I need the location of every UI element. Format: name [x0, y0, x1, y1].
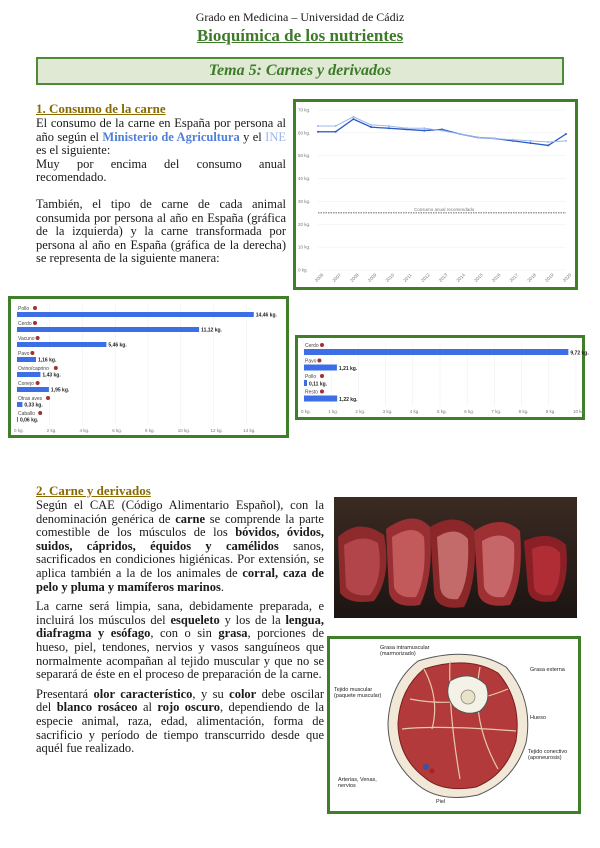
- x-tick-label: 0 kg.: [14, 428, 24, 433]
- label-grasa-externa: Grasa externa: [530, 667, 565, 673]
- animal-icon: [320, 374, 324, 378]
- animal-icon: [46, 396, 50, 400]
- data-point: [388, 127, 390, 129]
- p1-run: sanos, sacrificados en condiciones higiénicas. Por extensión, se aplica también a la de los animales de: [36, 538, 324, 580]
- data-point: [547, 141, 549, 143]
- animal-icon: [38, 411, 42, 415]
- category-label: Vacuno: [18, 336, 35, 342]
- x-tick-label: 2 kg.: [355, 409, 366, 414]
- data-point: [317, 131, 319, 133]
- x-tick-label: 2016: [490, 272, 502, 283]
- data-point: [352, 118, 354, 120]
- p2-run: esqueleto: [170, 612, 220, 627]
- x-tick-label: 2011: [402, 272, 413, 283]
- label-arterias: Arterias, Venas, nervios: [338, 777, 377, 789]
- series-line: [318, 119, 566, 145]
- p2-run: La carne será limpia, sana, debidamente preparada, e incluirá los músculos del: [36, 599, 324, 627]
- category-label: Pollo: [305, 374, 317, 380]
- animal-icon: [36, 336, 40, 340]
- x-tick-label: 6 kg.: [464, 409, 474, 414]
- bar: [17, 327, 199, 332]
- animal-icon: [33, 306, 37, 310]
- p2-run: , con o sin: [150, 626, 219, 641]
- p3-run: Presentará: [36, 686, 94, 701]
- category-label: Pavo: [18, 351, 30, 357]
- data-point: [423, 127, 425, 129]
- category-label: Conejo: [18, 381, 34, 387]
- data-point: [370, 124, 372, 126]
- x-tick-label: 2010: [384, 272, 396, 283]
- x-tick-label: 2019: [544, 272, 555, 283]
- data-point: [317, 125, 319, 127]
- data-point: [441, 130, 443, 132]
- x-tick-label: 2013: [437, 272, 449, 283]
- x-tick-label: 2007: [331, 272, 343, 283]
- y-tick-label: 50 kg.: [298, 153, 311, 159]
- category-label: Otras aves: [18, 396, 43, 402]
- label-piel: Piel: [436, 799, 446, 805]
- x-tick-label: 14 kg.: [243, 428, 256, 433]
- section2-paragraph2: [36, 600, 324, 682]
- y-tick-label: 0 kg.: [298, 267, 308, 273]
- x-tick-label: 2017: [508, 272, 520, 283]
- x-tick-label: 12 kg.: [210, 428, 223, 433]
- x-tick-label: 10 kg.: [177, 428, 191, 433]
- data-point: [423, 130, 425, 132]
- animal-icon: [320, 390, 324, 394]
- label-grasa-intramuscular: Grasa intramuscular (marmorizado): [380, 645, 430, 657]
- bar: [17, 387, 49, 392]
- value-label: 1,22 kg.: [339, 397, 358, 403]
- value-label: 0,06 kg.: [19, 417, 39, 424]
- x-tick-label: 2012: [420, 272, 431, 283]
- x-tick-label: 3 kg.: [382, 409, 393, 414]
- animal-icon: [36, 381, 40, 385]
- x-tick-label: 2014: [455, 272, 467, 283]
- x-tick-label: 4 kg.: [79, 428, 90, 433]
- topic-banner: Tema 5: Carnes y derivados: [36, 57, 564, 85]
- value-label: 1,43 kg.: [42, 372, 61, 379]
- section1-paragraph1: [36, 117, 286, 158]
- p3-run: color: [229, 686, 257, 701]
- x-tick-label: 6 kg.: [112, 428, 123, 433]
- label-tejido-conectivo: Tejido conectivo (aponeurosis): [528, 749, 568, 761]
- animal-icon: [320, 343, 324, 347]
- bar: [17, 357, 36, 362]
- bar-chart-left-frame: [8, 296, 289, 438]
- x-tick-label: 2020: [561, 272, 573, 283]
- value-label: 1,95 kg.: [50, 387, 70, 394]
- category-label: Cerdo: [305, 343, 319, 349]
- data-point: [547, 144, 549, 146]
- y-tick-label: 20 kg.: [298, 221, 311, 227]
- data-point: [494, 138, 496, 140]
- section1-paragraph2: Muy por encima del consumo anual recomendado.: [36, 156, 286, 185]
- muscle-anatomy-frame: [327, 636, 581, 814]
- bar: [304, 380, 307, 386]
- bar: [17, 312, 254, 317]
- p1-run: bóvidos, óvidos, suidos, cápridos, équidos y camélidos: [36, 525, 324, 553]
- value-label: 0,11 kg.: [308, 381, 328, 388]
- p3-run: rojo oscuro: [157, 700, 220, 715]
- category-label: Ovino/caprino: [18, 366, 49, 372]
- p1-text-b: y el: [239, 129, 266, 144]
- label-hueso: Hueso: [530, 715, 546, 721]
- x-tick-label: 2008: [349, 272, 360, 283]
- p1-run: corral, caza de pelo y pluma y mamíferos marinos: [36, 565, 324, 594]
- p1-text-c: es el siguiente:: [36, 143, 111, 158]
- data-point: [406, 127, 408, 129]
- animal-icon: [30, 351, 34, 355]
- section1-heading: 1. Consumo de la carne: [36, 101, 166, 116]
- data-point: [565, 140, 567, 142]
- value-label: 9,72 kg.: [570, 350, 589, 357]
- p3-run: , dependiendo de la especie animal, raza, edad, alimentación, forma de sacrificio y período de tiempo transcurrido desde que aquél fue realizado.: [36, 700, 325, 756]
- bar: [17, 342, 106, 347]
- animal-icon: [33, 321, 37, 325]
- course-line: Grado en Medicina – Universidad de Cádiz: [195, 10, 405, 24]
- y-tick-label: 60 kg.: [298, 130, 311, 136]
- value-label: 5,46 kg.: [108, 342, 127, 349]
- y-tick-label: 70 kg.: [298, 107, 311, 113]
- p1-text-a: El consumo de la carne en España por persona al año según el: [36, 116, 286, 144]
- y-tick-label: 40 kg.: [298, 176, 311, 182]
- y-tick-label: 30 kg.: [298, 198, 311, 204]
- data-point: [335, 131, 337, 133]
- category-label: Cerdo: [18, 321, 32, 327]
- p2-run: y los de la: [219, 612, 286, 627]
- x-tick-label: 2015: [473, 272, 484, 283]
- data-point: [388, 125, 390, 127]
- data-point: [335, 125, 337, 127]
- category-label: Caballo: [18, 411, 35, 417]
- x-tick-label: 7 kg.: [491, 409, 502, 414]
- bar: [17, 417, 18, 422]
- value-label: 11,12 kg.: [201, 327, 222, 334]
- x-tick-label: 2 kg.: [46, 428, 57, 433]
- bar-chart-processed-meat: [298, 338, 589, 417]
- value-label: 1,16 kg.: [37, 357, 57, 364]
- section1-text: [36, 101, 286, 266]
- data-point: [370, 126, 372, 128]
- p3-run: blanco rosáceo: [56, 700, 138, 715]
- section2-text: [36, 483, 324, 756]
- p2-run: grasa: [218, 626, 248, 641]
- animal-icon: [54, 366, 58, 370]
- p3-run: debe oscilar del: [36, 686, 324, 715]
- x-tick-label: 8 kg.: [518, 409, 529, 414]
- y-tick-label: 10 kg.: [298, 244, 311, 250]
- meat-cuts-photo: [334, 497, 577, 618]
- data-point: [530, 142, 532, 144]
- bar: [304, 349, 568, 355]
- value-label: 0,33 kg.: [24, 402, 43, 409]
- section2-paragraph3: [36, 688, 324, 756]
- x-tick-label: 1 kg.: [328, 409, 338, 414]
- data-point: [512, 139, 514, 141]
- meat-cuts-illustration: [334, 497, 577, 618]
- bar: [17, 402, 22, 407]
- document-title: Bioquímica de los nutrientes: [196, 26, 404, 45]
- x-tick-label: 2009: [366, 272, 378, 283]
- bar: [304, 396, 337, 402]
- x-tick-label: 0 kg.: [301, 409, 311, 414]
- x-tick-label: 10 kg.: [573, 409, 586, 414]
- label-tejido-muscular: Tejido muscular (paquete muscular): [334, 687, 382, 699]
- category-label: Pavo: [305, 358, 317, 365]
- p3-run: , y su: [192, 686, 230, 701]
- p3-run: olor característico: [93, 686, 193, 701]
- x-tick-label: 8 kg.: [145, 428, 155, 433]
- bar-chart-meat-types: [11, 299, 286, 435]
- x-tick-label: 5 kg.: [437, 409, 447, 414]
- bar-chart-right-frame: [295, 335, 589, 420]
- bar: [17, 372, 40, 377]
- category-label: Pollo: [18, 306, 30, 312]
- x-tick-label: 2006: [313, 272, 325, 283]
- p2-run: lengua, diafragma y esófago: [36, 612, 324, 641]
- x-tick-label: 2018: [526, 272, 537, 283]
- x-tick-label: 9 kg.: [545, 409, 556, 414]
- value-label: 14,46 kg.: [255, 312, 277, 319]
- link-ministerio[interactable]: Ministerio de Agricultura: [102, 129, 240, 144]
- data-point: [459, 133, 461, 135]
- section2-paragraph1: [36, 499, 324, 594]
- data-point: [476, 136, 478, 138]
- p3-run: al: [137, 700, 158, 715]
- category-label: Resto: [305, 389, 319, 396]
- line-chart-frame: [293, 99, 578, 290]
- data-point: [352, 116, 354, 118]
- link-ine[interactable]: INE: [265, 129, 286, 144]
- x-tick-label: 4 kg.: [409, 409, 420, 414]
- p1-run: se comprende la parte comestible de los músculos de los: [36, 511, 324, 540]
- section1-paragraph3: También, el tipo de carne de cada animal consumida por persona al año en España (gráfica de la izquierda) y la carne transformada por persona al año en España (gráfica de la derecha) se representa de la siguiente manera:: [36, 196, 286, 266]
- reference-annotation: Consumo anual recomendado: [414, 206, 475, 212]
- p1-run: Según el CAE (Código Alimentario Español), con la denominación genérica de: [36, 498, 324, 526]
- animal-icon: [317, 359, 321, 363]
- data-point: [565, 133, 567, 135]
- section2-heading: 2. Carne y derivados: [36, 483, 151, 498]
- bar: [304, 365, 337, 371]
- p2-run: , porciones de hueso, piel, tendones, nervios y vasos sanguíneos que normalmente acompañan al tejido muscular y que no se separará de éste en el proceso de preparación de la carne.: [36, 626, 324, 682]
- line-chart: [296, 102, 575, 287]
- value-label: 1,21 kg.: [338, 366, 358, 372]
- p1-run: .: [220, 579, 224, 594]
- p1-run: carne: [175, 511, 206, 526]
- data-point: [530, 140, 532, 142]
